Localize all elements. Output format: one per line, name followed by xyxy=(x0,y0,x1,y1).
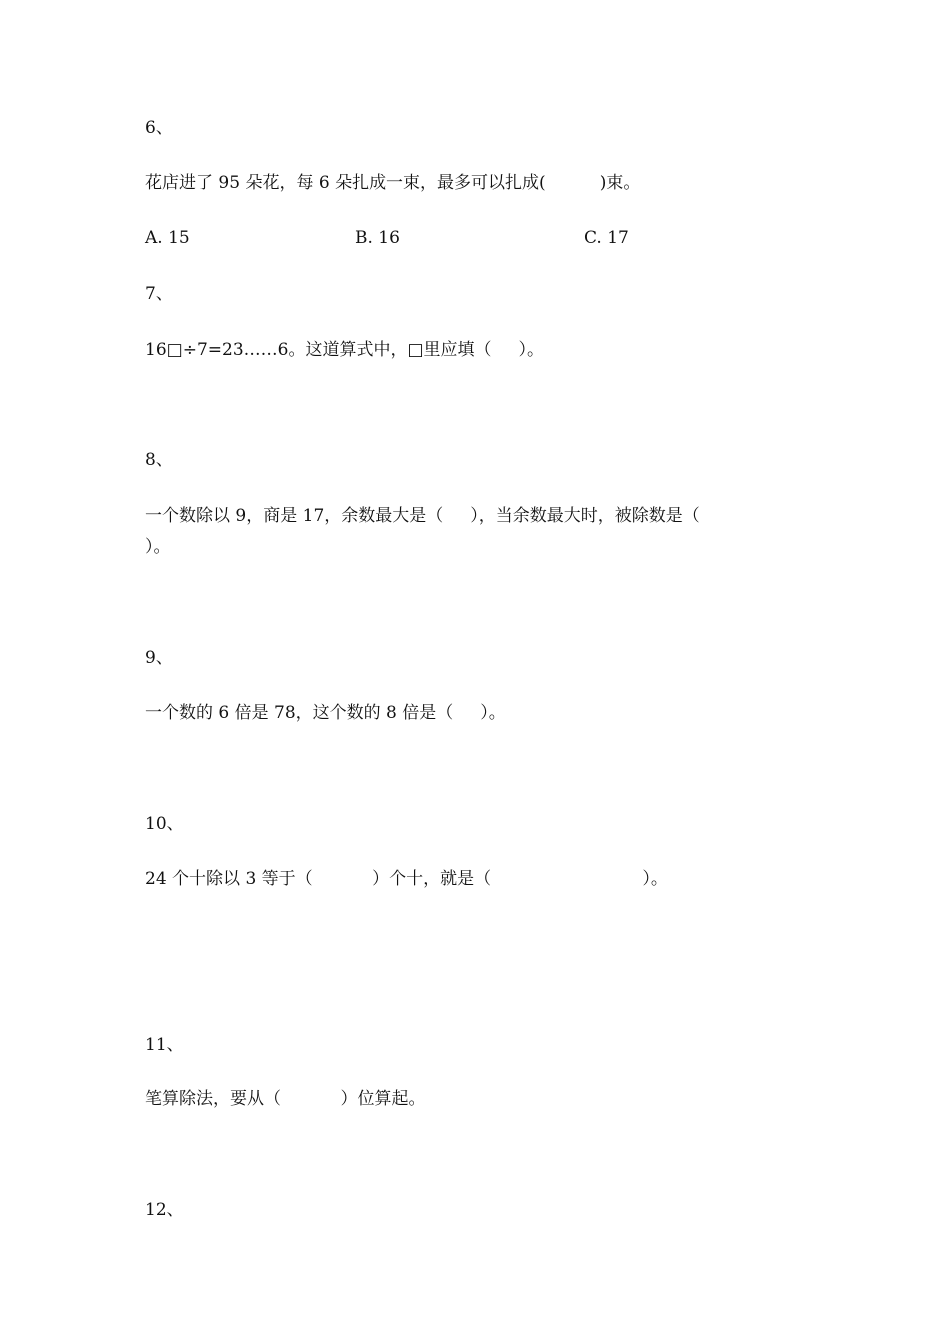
question-11-number: 11、 xyxy=(145,1035,184,1055)
question-7-number: 7、 xyxy=(145,284,173,304)
question-11-text: 笔算除法，要从（ ）位算起。 xyxy=(145,1089,426,1109)
question-12-number: 12、 xyxy=(145,1200,184,1220)
question-10-text: 24 个十除以 3 等于（ ）个十，就是（ ）。 xyxy=(145,869,668,889)
question-10-number: 10、 xyxy=(145,814,184,834)
question-6-option-a: A. 15 xyxy=(145,228,190,248)
question-6-option-b: B. 16 xyxy=(355,228,400,248)
question-8-text-line1: 一个数除以 9，商是 17，余数最大是（ ），当余数最大时，被除数是（ xyxy=(145,506,700,526)
question-9-text: 一个数的 6 倍是 78，这个数的 8 倍是（ ）。 xyxy=(145,703,506,723)
question-6-text: 花店进了 95 朵花，每 6 朵扎成一束，最多可以扎成( )束。 xyxy=(145,173,641,193)
question-6-option-c: C. 17 xyxy=(584,228,629,248)
question-8-text-line2: ）。 xyxy=(145,537,171,557)
question-9-number: 9、 xyxy=(145,648,173,668)
question-6-number: 6、 xyxy=(145,118,173,138)
question-7-text: 16□÷7=23……6。这道算式中，□里应填（ ）。 xyxy=(145,340,545,360)
question-8-number: 8、 xyxy=(145,450,173,470)
